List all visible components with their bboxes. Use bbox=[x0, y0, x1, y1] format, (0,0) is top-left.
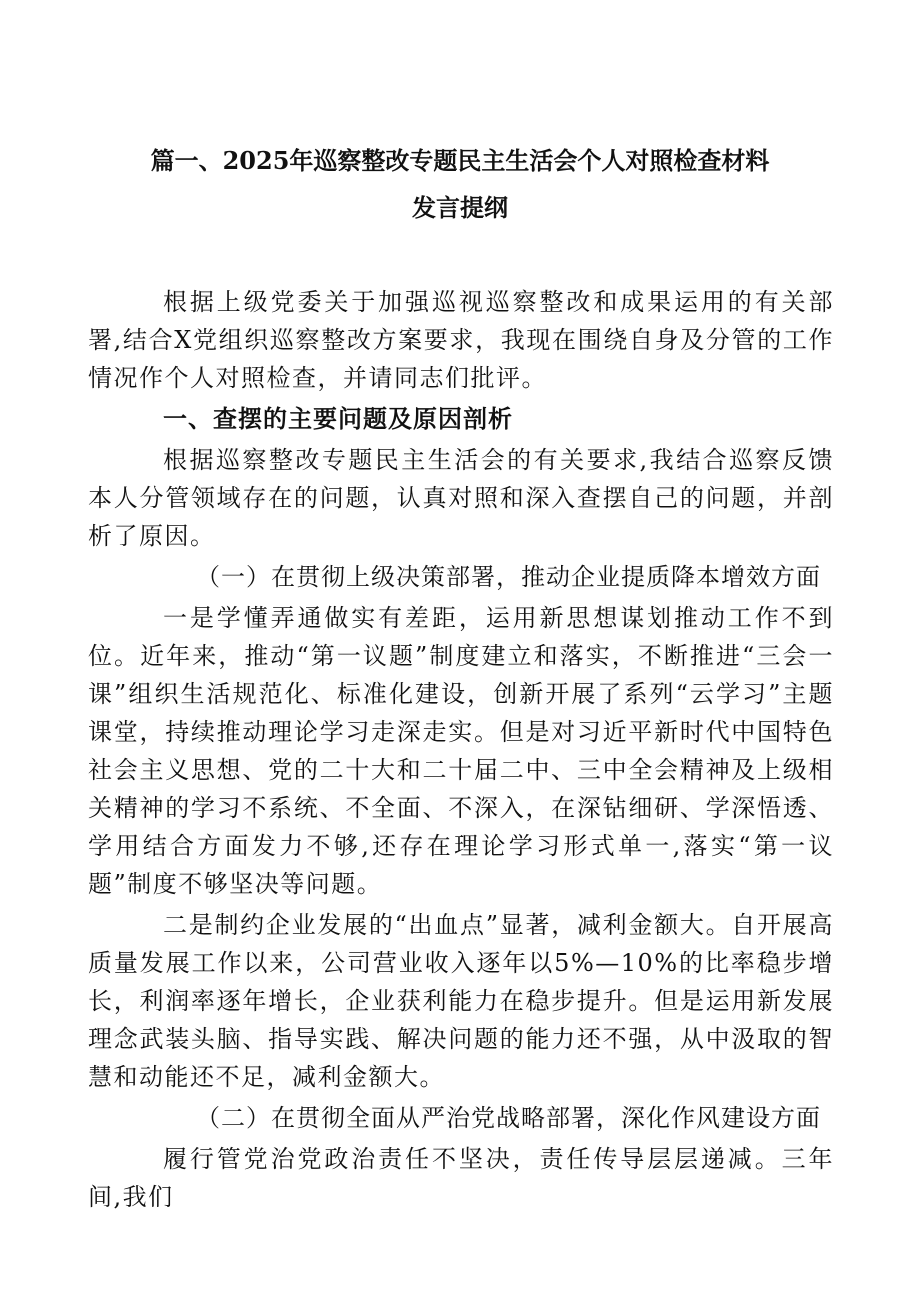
subsection1-heading: （一）在贯彻上级决策部署，推动企业提质降本增效方面 bbox=[196, 563, 821, 591]
point1-paragraph: 一是学懂弄通做实有差距，运用新思想谋划推动工作不到位。近年来，推动“第一议题”制度建立和落实，不断推进“三会一课”组织生活规范化、标准化建设，创新开展了系列“云学习”主题课堂，持续推动理论学习走深走实。但是对习近平新时代中国特色社会主义思想、党的二十大和二十届二中、三中全会精神及上级相关精神的学习不系统、不全面、不深入，在深钻细研、学深悟透、学用结合方面发力不够,还存在理论学习形式单一,落实“第一议题”制度不够坚决等问题。 bbox=[88, 604, 834, 898]
point2-paragraph: 二是制约企业发展的“出血点”显著，减利金额大。自开展高质量发展工作以来，公司营业收入逐年以5%—10%的比率稳步增长，利润率逐年增长，企业获利能力在稳步提升。但是运用新发展理念武装头脑、指导实践、解决问题的能力还不强，从中汲取的智慧和动能还不足，减利金额大。 bbox=[88, 911, 834, 1091]
intro-paragraph: 根据上级党委关于加强巡视巡察整改和成果运用的有关部署,结合X党组织巡察整改方案要求，我现在围绕自身及分管的工作情况作个人对照检查，并请同志们批评。 bbox=[88, 288, 834, 392]
document-title-line2: 发言提纲 bbox=[412, 193, 508, 222]
subsection2-heading: （二）在贯彻全面从严治党战略部署，深化作风建设方面 bbox=[196, 1104, 821, 1132]
point3-paragraph: 履行管党治党政治责任不坚决，责任传导层层递减。三年间,我们 bbox=[88, 1145, 834, 1211]
document-body bbox=[88, 283, 834, 1216]
section1-heading: 一、查摆的主要问题及原因剖析 bbox=[163, 404, 513, 433]
section1-intro-paragraph: 根据巡察整改专题民主生活会的有关要求,我结合巡察反馈本人分管领域存在的问题，认真对照和深入查摆自己的问题，并剖析了原因。 bbox=[88, 446, 834, 550]
document-title-line1: 篇一、2025年巡察整改专题民主生活会个人对照检查材料 bbox=[150, 146, 770, 175]
